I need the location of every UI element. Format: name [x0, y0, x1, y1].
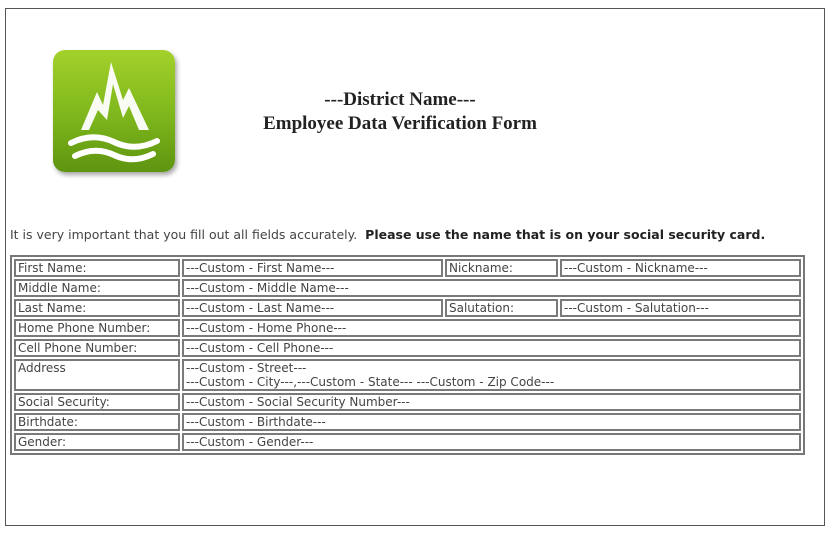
home-phone-label: Home Phone Number:	[14, 319, 180, 337]
ssn-value: ---Custom - Social Security Number---	[182, 393, 801, 411]
table-row	[14, 259, 801, 277]
address-label: Address	[14, 359, 180, 391]
table-row	[14, 339, 801, 357]
district-name: ---District Name---	[324, 89, 476, 110]
table-row	[14, 279, 801, 297]
page-title	[210, 88, 590, 136]
salutation-value: ---Custom - Salutation---	[560, 299, 801, 317]
last-name-label: Last Name:	[14, 299, 180, 317]
form-title: Employee Data Verification Form	[263, 113, 537, 134]
intro-text	[10, 227, 765, 242]
cell-phone-value: ---Custom - Cell Phone---	[182, 339, 801, 357]
table-row	[14, 299, 801, 317]
address-line-city: ---Custom - City---,---Custom - State--- ---Custom - Zip Code---	[186, 375, 555, 389]
ssn-label: Social Security:	[14, 393, 180, 411]
first-name-value: ---Custom - First Name---	[182, 259, 443, 277]
table-row	[14, 413, 801, 431]
table-row	[14, 319, 801, 337]
home-phone-value: ---Custom - Home Phone---	[182, 319, 801, 337]
intro-bold: Please use the name that is on your social security card.	[365, 227, 766, 242]
birthdate-value: ---Custom - Birthdate---	[182, 413, 801, 431]
middle-name-label: Middle Name:	[14, 279, 180, 297]
address-line-street: ---Custom - Street---	[186, 361, 307, 375]
district-logo-icon	[53, 50, 175, 172]
gender-label: Gender:	[14, 433, 180, 451]
cell-phone-label: Cell Phone Number:	[14, 339, 180, 357]
table-row	[14, 393, 801, 411]
intro-normal: It is very important that you fill out all fields accurately.	[10, 227, 358, 242]
salutation-label: Salutation:	[445, 299, 558, 317]
address-value	[182, 359, 801, 391]
gender-value: ---Custom - Gender---	[182, 433, 801, 451]
last-name-value: ---Custom - Last Name---	[182, 299, 443, 317]
nickname-label: Nickname:	[445, 259, 558, 277]
nickname-value: ---Custom - Nickname---	[560, 259, 801, 277]
middle-name-value: ---Custom - Middle Name---	[182, 279, 801, 297]
employee-data-table	[10, 255, 805, 455]
birthdate-label: Birthdate:	[14, 413, 180, 431]
table-row	[14, 359, 801, 391]
table-row	[14, 433, 801, 451]
first-name-label: First Name:	[14, 259, 180, 277]
